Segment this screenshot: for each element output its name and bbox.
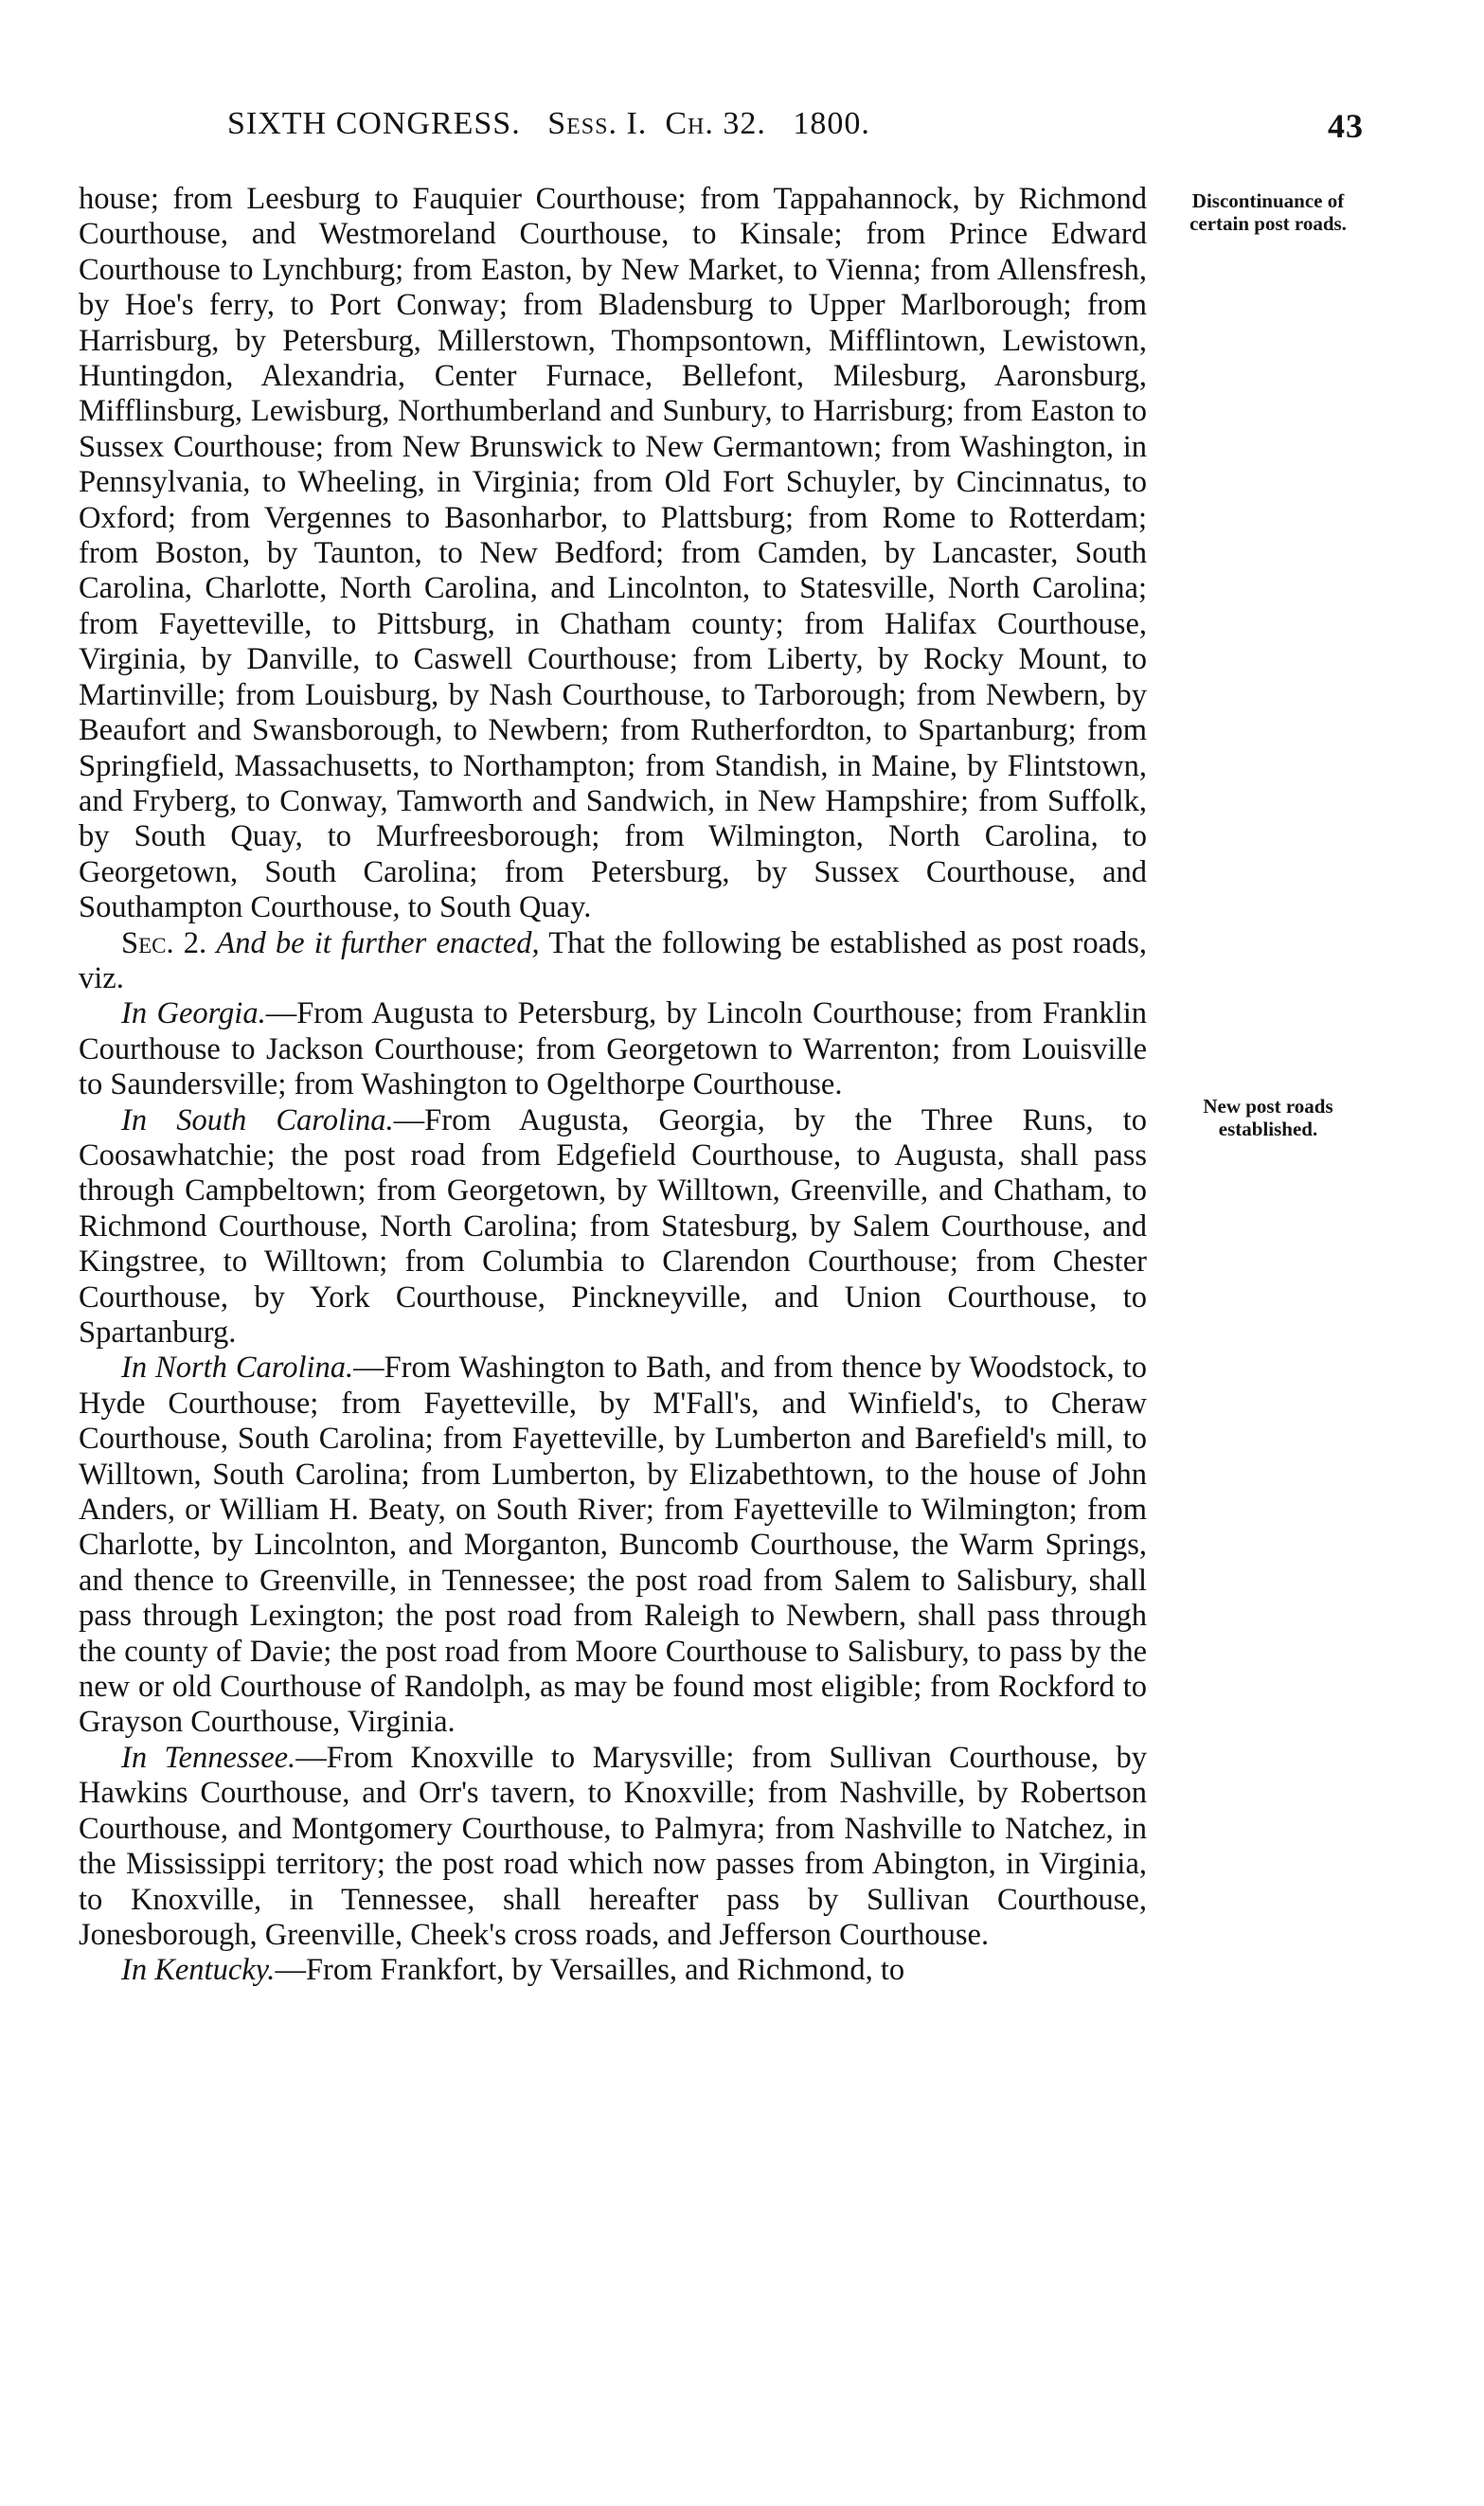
tennessee-text: —From Knoxville to Marysville; from Sullivan Courthouse, by Hawkins Courthouse, and Orr's tavern, to Knoxville; from Nashville, by Robertson Courthouse, and Montgomery Courthouse, to Palmyra; from Nashville to Natchez, in the Mississippi territory; the post road which now passes from Abington, in Virginia, to Knoxville, in Tennessee, shall hereafter pass by Sullivan Courthouse, Jonesborough, Greenville, Cheek's cross roads, and Jefferson Courthouse. [79,1740,1147,1952]
georgia-text: —From Augusta to Petersburg, by Lincoln Courthouse; from Franklin Courthouse to Jackson Courthouse; from Georgetown to Warrenton; from Louisville to Saundersville; from Washington to Ogelthorpe Courthouse. [79,996,1147,1102]
paragraph-discontinued-roads: house; from Leesburg to Fauquier Courthouse; from Tappahannock, by Richmond Courthouse, and Westmoreland Courthouse, to Kinsale; from Prince Edward Courthouse to Lynchburg; from Easton, by New Market, to Vienna; from Allensfresh, by Hoe's ferry, to Port Conway; from Bladensburg to Upper Marlborough; from Harrisburg, by Petersburg, Millerstown, Thompsontown, Mifflintown, Lewistown, Huntingdon, Alexandria, Center Furnace, Bellefont, Milesburg, Aaronsburg, Mifflinsburg, Lewisburg, Northumberland and Sunbury, to Harrisburg; from Easton to Sussex Courthouse; from New Brunswick to New Germantown; from Washington, in Pennsylvania, to Wheeling, in Virginia; from Old Fort Schuyler, by Cincinnatus, to Oxford; from Vergennes to Basonharbor, to Plattsburg; from Rome to Rotterdam; from Boston, by Taunton, to New Bedford; from Camden, by Lancaster, South Carolina, Charlotte, North Carolina, and Lincolnton, to Statesville, North Carolina; from Fayetteville, to Pittsburg, in Chatham county; from Halifax Courthouse, Virginia, by Danville, to Caswell Courthouse; from Liberty, by Rocky Mount, to Martinville; from Louisburg, by Nash Courthouse, to Tarborough; from Newbern, by Beaufort and Swansborough, to Newbern; from Rutherfordton, to Spartanburg; from Springfield, Massachusetts, to Northampton; from Standish, in Maine, by Flintstown, and Fryberg, to Conway, Tamworth and Sandwich, in New Hampshire; from Suffolk, by South Quay, to Murfreesborough; from Wilmington, North Carolina, to Georgetown, South Carolina; from Petersburg, by Sussex Courthouse, and Southampton Courthouse, to South Quay. [79,182,1147,925]
paragraph-georgia [79,996,1147,1102]
kentucky-text: —From Frankfort, by Versailles, and Richmond, to [275,1953,905,1988]
paragraph-section-2 [79,926,1147,997]
paragraph-south-carolina [79,1103,1147,1351]
running-header [227,106,1364,153]
paragraph-north-carolina [79,1351,1147,1740]
header-year: 1800. [793,106,870,141]
section-2-text: That the following be established as post roads, viz. [79,925,1148,995]
paragraph-tennessee [79,1741,1147,1953]
margin-note-new-post-roads: New post roads established. [1203,1095,1333,1140]
state-heading-georgia: In Georgia. [121,996,266,1031]
page-number: 43 [1328,107,1364,145]
section-label: Sec. 2. [121,925,207,960]
header-session: Sess. I. [547,106,648,141]
paragraph-kentucky [79,1953,1147,1988]
state-heading-tennessee: In Tennessee. [121,1740,296,1775]
north-carolina-text: —From Washington to Bath, and from thence by Woodstock, to Hyde Courthouse; from Fayetteville, by M'Fall's, and Winfield's, to Cheraw Courthouse, South Carolina; from Fayetteville, by Lumberton and Barefield's mill, to Willtown, South Carolina; from Lumberton, by Elizabethtown, to the house of John Anders, or William H. Beaty, on South River; from Fayetteville to Wilmington; from Charlotte, by Lincolnton, and Morganton, Buncomb Courthouse, the Warm Springs, and thence to Greenville, in Tennessee; the post road from Salem to Salisbury, shall pass through Lexington; the post road from Raleigh to Newbern, shall pass through the county of Davie; the post road from Moore Courthouse to Salisbury, to pass by the new or old Courthouse of Randolph, as may be found most eligible; from Rockford to Grayson Courthouse, Virginia. [79,1351,1148,1740]
state-heading-south-carolina: In South Carolina. [121,1102,394,1137]
state-heading-north-carolina: In North Carolina. [121,1351,354,1386]
enacting-clause: And be it further enacted, [216,925,540,960]
margin-note-discontinuance: Discontinuance of certain post roads. [1189,189,1347,235]
state-heading-kentucky: In Kentucky. [121,1953,276,1988]
body-text [79,182,1147,1989]
south-carolina-text: —From Augusta, Georgia, by the Three Runs, to Coosawhatchie; the post road from Edgefield Courthouse, to Augusta, shall pass through Campbeltown; from Georgetown, by Willtown, Greenville, and Chatham, to Richmond Courthouse, North Carolina; from Statesburg, by Salem Courthouse, and Kingstree, to Willtown; from Columbia to Clarendon Courthouse; from Chester Courthouse, by York Courthouse, Pinckneyville, and Union Courthouse, to Spartanburg. [79,1102,1147,1350]
header-congress: SIXTH CONGRESS. [227,106,521,141]
header-chapter: Ch. 32. [665,106,766,141]
